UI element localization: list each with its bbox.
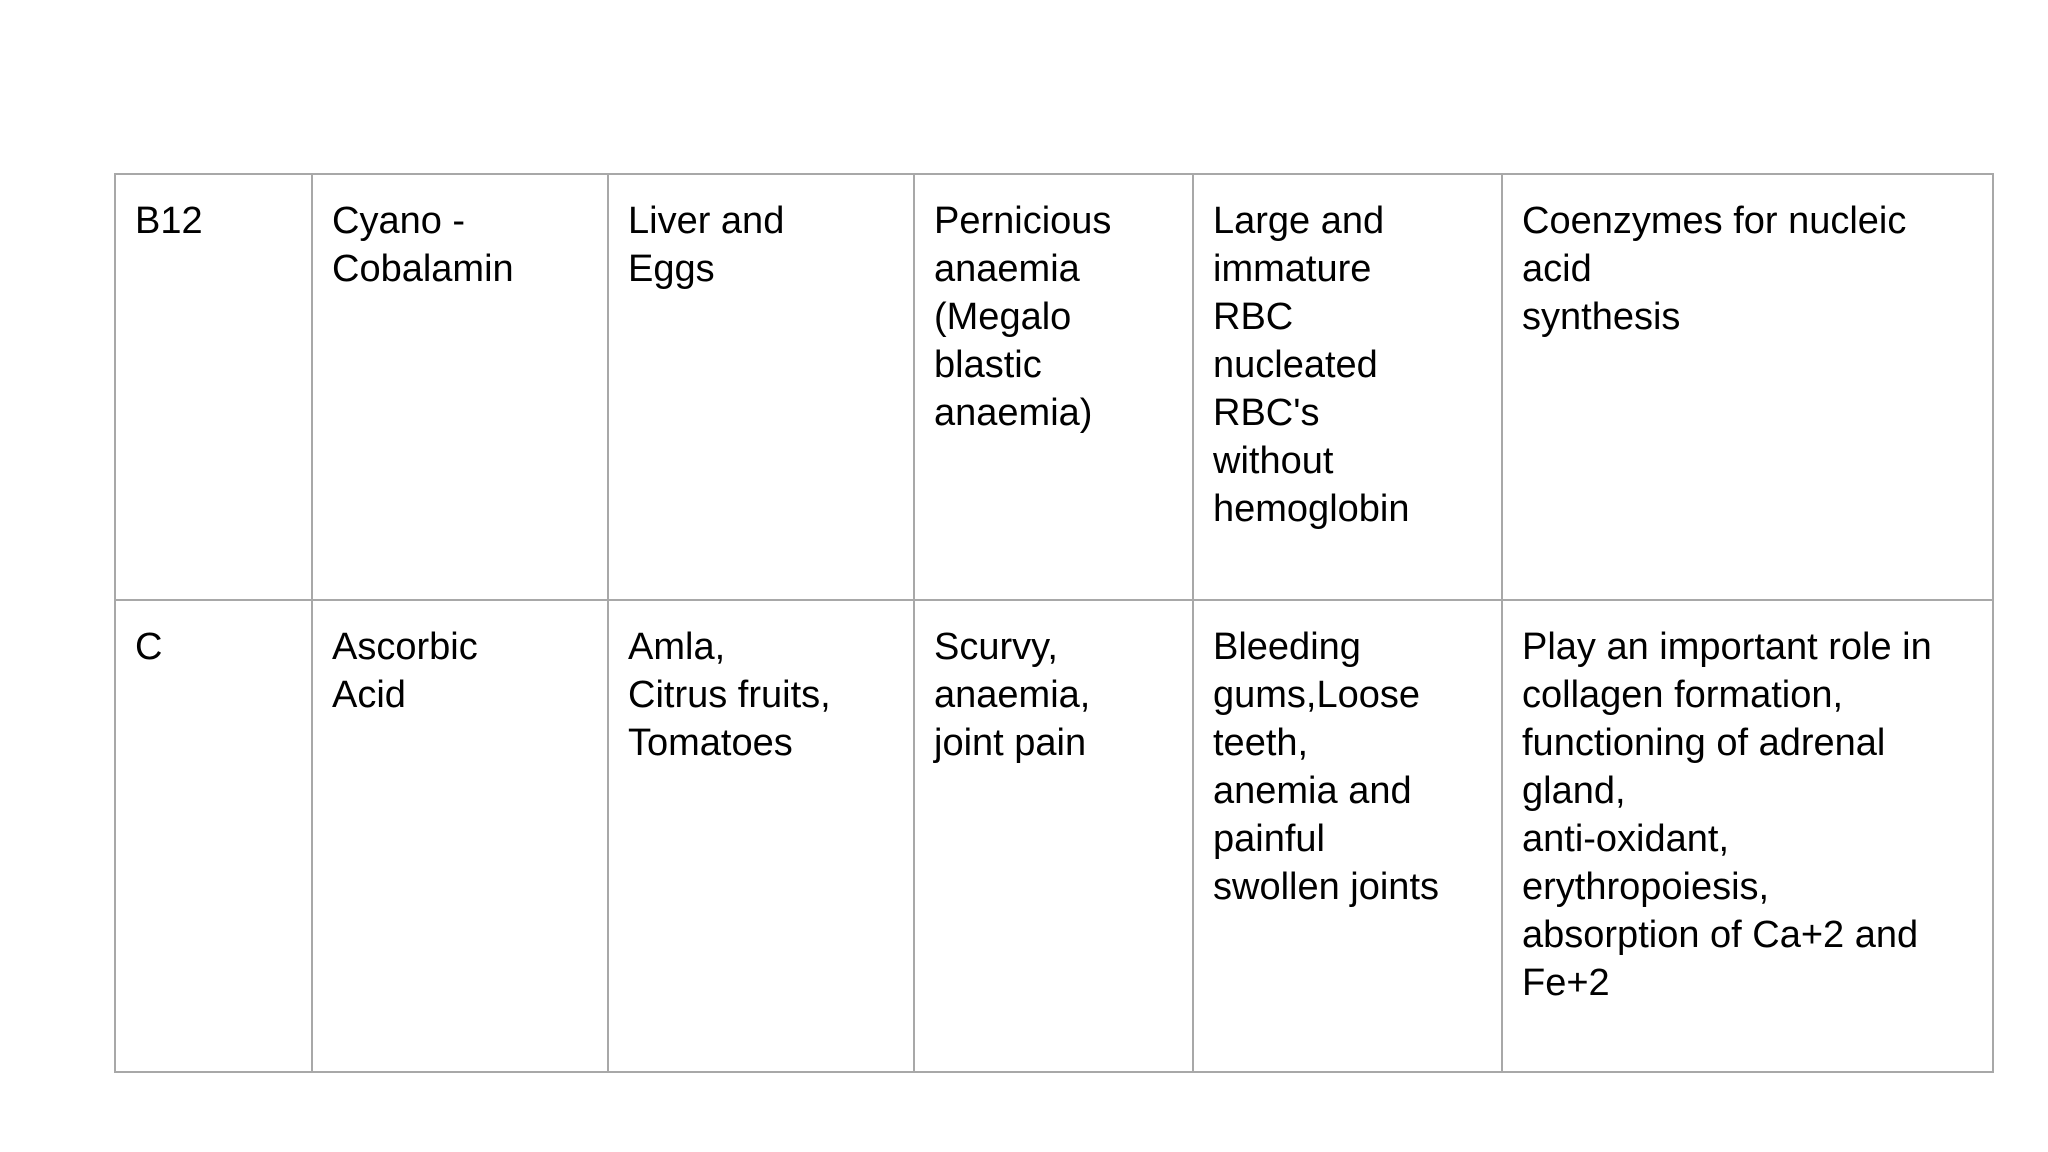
sources-cell: Amla, Citrus fruits, Tomatoes [608, 600, 914, 1072]
table-row-c [115, 600, 1993, 1072]
vitamin-cell: B12 [115, 174, 312, 600]
function-cell: Play an important role in collagen formation, functioning of adrenal gland, anti-oxidant, erythropoiesis, absorption of Ca+2 and Fe+2 [1502, 600, 1993, 1072]
symptoms-cell: Bleeding gums,Loose teeth, anemia and painful swollen joints [1193, 600, 1502, 1072]
symptoms-cell: Large and immature RBC nucleated RBC's without hemoglobin [1193, 174, 1502, 600]
sources-cell: Liver and Eggs [608, 174, 914, 600]
chemical-name-cell: Cyano - Cobalamin [312, 174, 608, 600]
deficiency-disease-cell: Pernicious anaemia (Megalo blastic anaemia) [914, 174, 1193, 600]
vitamin-cell: C [115, 600, 312, 1072]
function-cell: Coenzymes for nucleic acid synthesis [1502, 174, 1993, 600]
vitamin-table [114, 173, 1994, 1073]
deficiency-disease-cell: Scurvy, anaemia, joint pain [914, 600, 1193, 1072]
chemical-name-cell: Ascorbic Acid [312, 600, 608, 1072]
table-row-b12 [115, 174, 1993, 600]
